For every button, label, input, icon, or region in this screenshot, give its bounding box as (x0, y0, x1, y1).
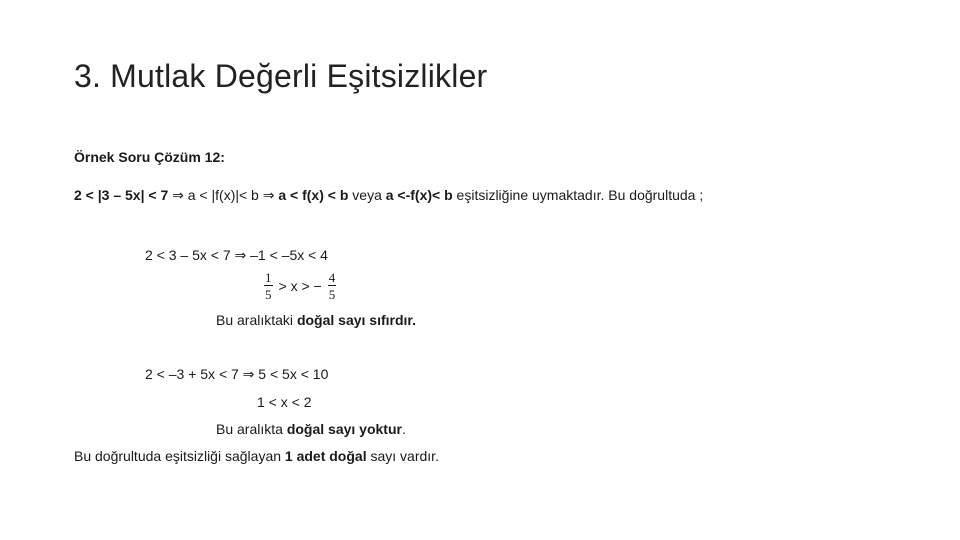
fraction-left (264, 271, 273, 301)
case1-line1: 2 < 3 – 5x < 7 ⇒ –1 < –5x < 4 (145, 247, 328, 263)
case1-note-bold: doğal sayı sıfırdır. (296, 312, 416, 328)
case2-line2: 1 < x < 2 (257, 394, 312, 410)
conclusion-end: sayı vardır. (366, 448, 439, 464)
case2-note-end: . (401, 421, 406, 437)
case2-note-text: Bu aralıkta (216, 421, 287, 437)
case2-line1: 2 < –3 + 5x < 7 ⇒ 5 < 5x < 10 (145, 366, 329, 382)
given-inequality-line (74, 187, 703, 203)
conclusion-line (74, 448, 439, 464)
conclusion-bold: 1 adet doğal (284, 448, 367, 464)
fraction-middle: > x > − (278, 278, 322, 294)
solution-heading: Örnek Soru Çözüm 12: (74, 149, 225, 165)
given-inequality: 2 < |3 – 5x| < 7 (74, 187, 169, 203)
fraction-right-denominator: 5 (328, 287, 336, 302)
case1-note (216, 312, 416, 328)
fraction-left-numerator: 1 (265, 270, 272, 285)
fraction-right-numerator: 4 (328, 270, 336, 285)
fraction-right (328, 271, 337, 301)
given-implies: ⇒ a < |f(x)|< b ⇒ (168, 187, 279, 203)
given-or: veya (348, 187, 386, 203)
given-tail: eşitsizliğine uymaktadır. Bu doğrultuda ; (452, 187, 704, 203)
slide-title: 3. Mutlak Değerli Eşitsizlikler (74, 58, 488, 94)
case1-fraction-line (262, 270, 338, 302)
case2-note-bold: doğal sayı yoktur (286, 421, 402, 437)
given-case-negative: a <-f(x)< b (385, 187, 453, 203)
case2-note (216, 421, 406, 437)
given-case-positive: a < f(x) < b (278, 187, 349, 203)
conclusion-text: Bu doğrultuda eşitsizliği sağlayan (74, 448, 285, 464)
fraction-left-denominator: 5 (265, 287, 272, 302)
case1-note-text: Bu aralıktaki (216, 312, 297, 328)
